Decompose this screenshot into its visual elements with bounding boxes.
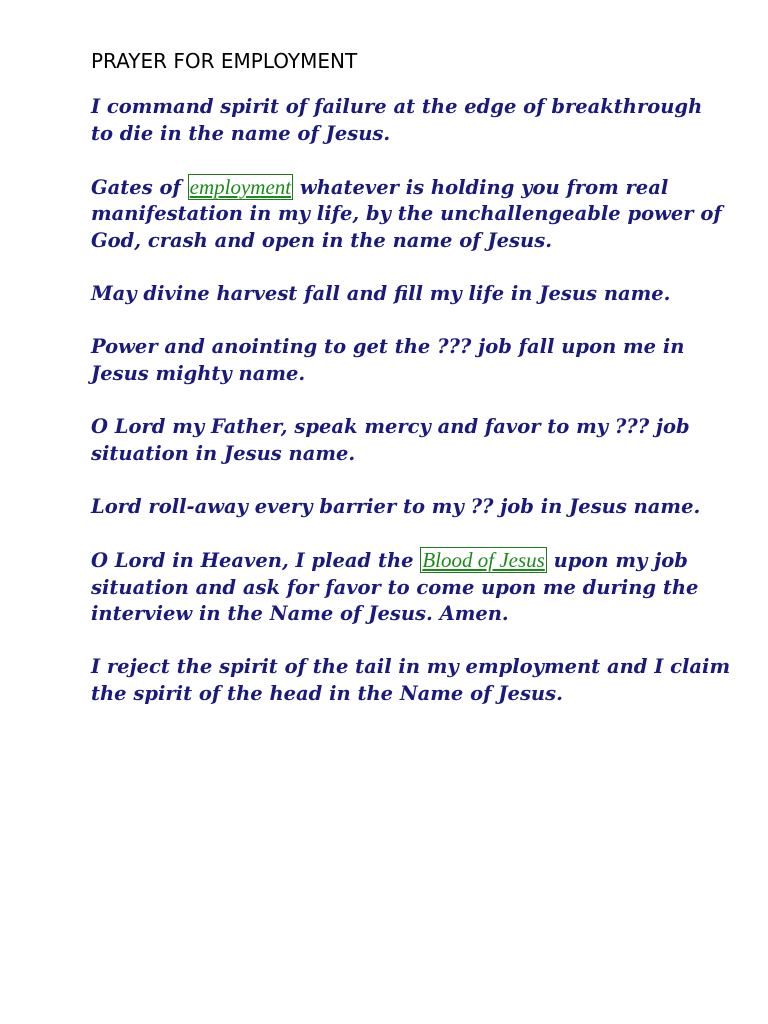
paragraph-4: Power and anointing to get the ??? job fall upon me in Jesus mighty name. xyxy=(91,335,685,385)
prayer-body xyxy=(91,94,731,734)
employment-link[interactable]: employment xyxy=(189,174,292,199)
paragraph-5: O Lord my Father, speak mercy and favor to my ??? job situation in Jesus name. xyxy=(91,415,690,465)
paragraph-2-after: whatever is holding you from real manifestation in my life, by the unchallengeable power of God, crash and open in the name of Jesus. xyxy=(91,175,722,252)
paragraph-7-before: O Lord in Heaven, I plead the xyxy=(91,549,421,573)
paragraph-1: I command spirit of failure at the edge of breakthrough to die in the name of Jesus. xyxy=(91,95,703,145)
paragraph-7 xyxy=(91,547,731,628)
paragraph-8: I reject the spirit of the tail in my employment and I claim the spirit of the head in the Name of Jesus. xyxy=(91,655,731,706)
paragraph-7-after: upon my job situation and ask for favor to come upon me during the interview in the Name of Jesus. Amen. xyxy=(91,549,699,626)
paragraph-2-before: Gates of xyxy=(91,175,188,199)
blood-of-jesus-link[interactable]: Blood of Jesus xyxy=(422,548,545,573)
page-title: PRAYER FOR EMPLOYMENT xyxy=(91,49,358,73)
paragraph-3: May divine harvest fall and fill my life in Jesus name. xyxy=(91,282,671,306)
paragraph-2 xyxy=(91,174,731,255)
paragraph-6: Lord roll-away every barrier to my ?? job in Jesus name. xyxy=(91,494,701,518)
